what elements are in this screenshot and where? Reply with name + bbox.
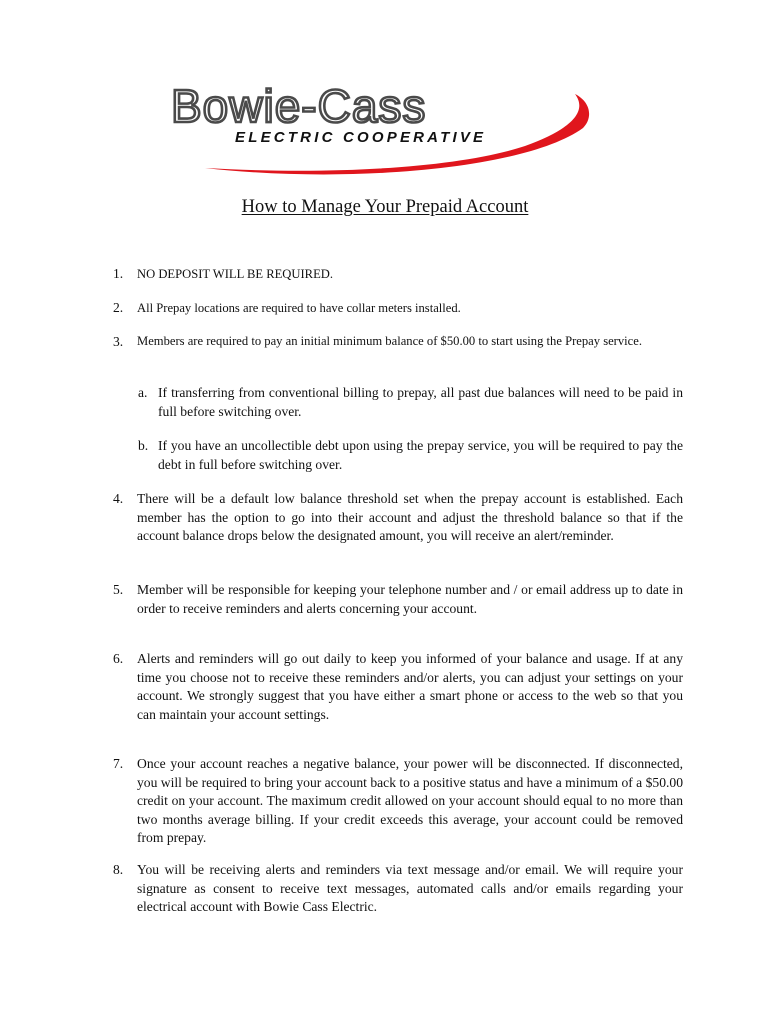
list-item: [113, 490, 683, 546]
list-letter: a.: [138, 385, 148, 400]
list-number: 6.: [113, 651, 124, 666]
list-number: 4.: [113, 491, 124, 506]
logo-graphic: [165, 80, 595, 180]
list-text: You will be receiving alerts and reminders via text message and/or email. We will require your signature as consent to receive text messages, automated calls and/or emails regarding your electrical account with Bowie Cass Electric.: [137, 862, 683, 914]
list-text: NO DEPOSIT WILL BE REQUIRED.: [137, 267, 334, 281]
list-text: Member will be responsible for keeping your telephone number and / or email address up to date in order to receive reminders and alerts concerning your account.: [137, 582, 683, 616]
list-number: 7.: [113, 756, 124, 771]
list-number: 5.: [113, 582, 124, 597]
list-number: 3.: [113, 334, 124, 349]
list-item: [113, 861, 683, 917]
logo-name: Bowie-Cass: [171, 80, 427, 132]
list-text: Members are required to pay an initial minimum balance of $50.00 to start using the Prepay service.: [137, 334, 643, 348]
list-text: There will be a default low balance threshold set when the prepay account is established. Each member has the option to go into their account and adjust the threshold balance so that if the account balance drops below the designated amount, you will receive an alert/reminder.: [137, 491, 683, 543]
list-text: All Prepay locations are required to have collar meters installed.: [137, 301, 461, 315]
company-logo: [165, 80, 595, 180]
list-number: 2.: [113, 300, 124, 315]
list-text: Once your account reaches a negative balance, your power will be disconnected. If disconnected, you will be required to bring your account back to a positive status and have a minimum of a $50.00 credit on your account. The maximum credit allowed on your account should equal to no more than two months average billing. If your credit exceeds this average, your account could be removed from prepay.: [137, 756, 683, 845]
sub-list-item: [138, 437, 683, 474]
list-item: [113, 581, 683, 618]
list-item: [113, 265, 683, 284]
list-letter: b.: [138, 438, 149, 453]
logo-subtitle: ELECTRIC COOPERATIVE: [235, 129, 487, 146]
list-number: 8.: [113, 862, 124, 877]
list-item: [113, 333, 683, 351]
list-text: If you have an uncollectible debt upon using the prepay service, you will be required to pay the debt in full before switching over.: [158, 438, 683, 472]
list-text: If transferring from conventional billing to prepay, all past due balances will need to be paid in full before switching over.: [158, 385, 683, 419]
sub-list-item: [138, 384, 683, 421]
page-title: How to Manage Your Prepaid Account: [241, 197, 529, 217]
list-number: 1.: [113, 266, 124, 281]
list-item: [113, 299, 683, 318]
list-text: Alerts and reminders will go out daily to keep you informed of your balance and usage. If at any time you choose not to receive these reminders and/or alerts, you can adjust your settings on your account. We strongly suggest that you have either a smart phone or access to the web so that you can maintain your account settings.: [137, 651, 683, 722]
list-item: [113, 650, 683, 724]
list-item: [113, 755, 683, 848]
